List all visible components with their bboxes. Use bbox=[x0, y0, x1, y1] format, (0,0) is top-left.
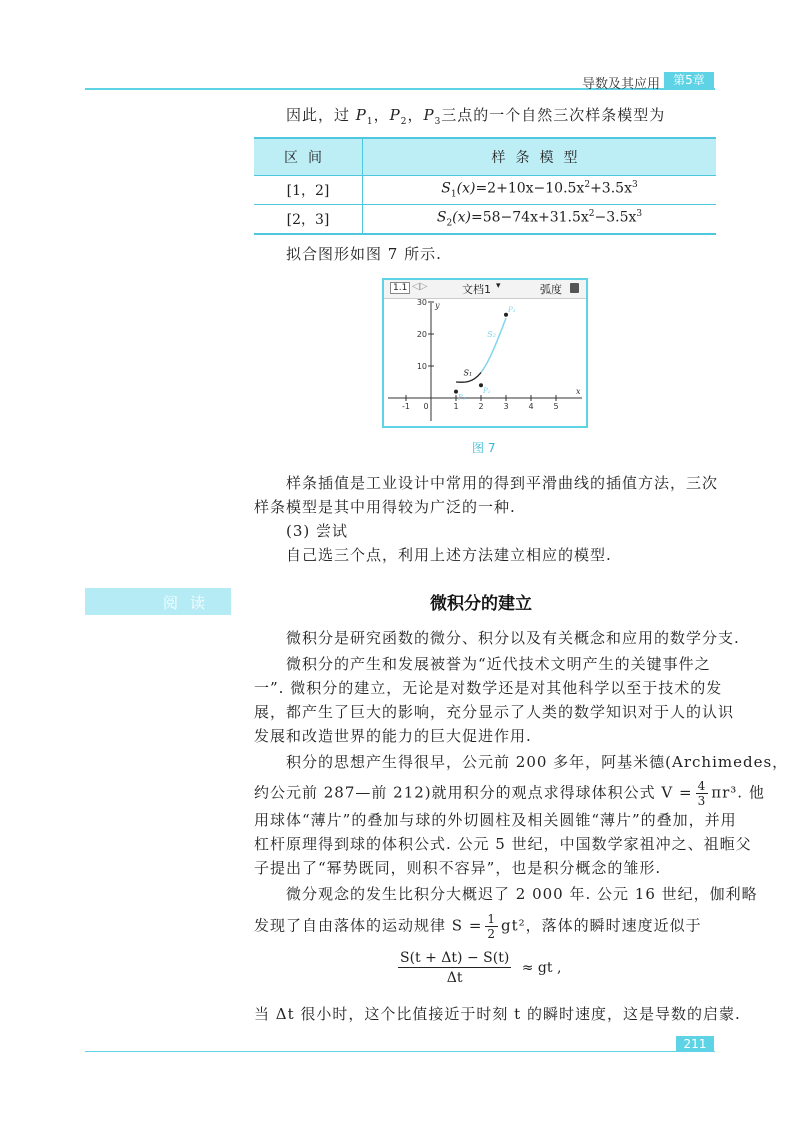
x-tick-label: 5 bbox=[553, 402, 559, 411]
body-para-3-line: 积分的思想产生得很早，公元前 200 多年，阿基米德(Archimedes， bbox=[286, 753, 789, 771]
body-para-5: 当 Δt 很小时，这个比值接近于时刻 t 的瞬时速度，这是导数的启蒙. bbox=[254, 1005, 741, 1023]
x-tick-label: 4 bbox=[528, 402, 534, 411]
battery-icon bbox=[570, 283, 579, 293]
intro-sep1: ， bbox=[373, 106, 390, 124]
tab-arrows-icon: ◁▷ bbox=[412, 281, 428, 292]
fit-sentence: 拟合图形如图 7 所示. bbox=[286, 245, 442, 263]
body-para-2-line: 一”. 微积分的建立，无论是对数学还是对其他科学以至于技术的发 bbox=[254, 679, 723, 697]
formula-denominator: Δt bbox=[446, 970, 463, 986]
point-p3-sub: 3 bbox=[434, 117, 442, 127]
header-subtitle: 导数及其应用 bbox=[582, 77, 661, 92]
x-tick-label: 3 bbox=[503, 402, 509, 411]
body-para-3-line: 子提出了“幂势既同，则积不容异”，也是积分概念的雏形. bbox=[254, 859, 662, 877]
body-para-3-line: 用球体“薄片”的叠加与球的外切圆柱及相关圆锥“薄片”的叠加，并用 bbox=[254, 811, 737, 829]
document-name: 文档1 bbox=[462, 283, 491, 296]
body-para-1: 微积分是研究函数的微分、积分以及有关概念和应用的数学分支. bbox=[286, 629, 740, 647]
intro-sep2: ， bbox=[407, 106, 424, 124]
body-para-3-text: πr³. 他 bbox=[711, 783, 765, 802]
interval-cell: [1，2] bbox=[254, 176, 363, 205]
x-tick-label: 1 bbox=[453, 402, 459, 411]
col-header-interval: 区间 bbox=[254, 138, 363, 176]
y-tick-label: 10 bbox=[416, 362, 427, 371]
try-text: 自己选三个点，利用上述方法建立相应的模型. bbox=[286, 546, 612, 564]
point-p1: P bbox=[355, 106, 367, 124]
model-var: (x) bbox=[452, 209, 471, 226]
model-name: S bbox=[436, 209, 447, 226]
model-exp1: 2 bbox=[584, 180, 591, 191]
section-title: 微积分的建立 bbox=[430, 594, 532, 614]
spline-para-line2: 样条模型是其中用得较为广泛的一种. bbox=[254, 498, 516, 516]
model-expr: =58−74x+31.5x bbox=[471, 209, 589, 226]
x-tick-label: 2 bbox=[478, 402, 484, 411]
page-number: 211 bbox=[676, 1036, 714, 1052]
tab-label: 1.1 bbox=[390, 282, 410, 294]
point-p3: P bbox=[423, 106, 435, 124]
body-para-2-line: 展，都产生了巨大的影响，充分显示了人类的数学知识对于人的认识 bbox=[254, 703, 735, 721]
intro-sentence bbox=[286, 104, 665, 133]
calculator-titlebar bbox=[384, 280, 586, 299]
formula-fraction bbox=[398, 950, 511, 986]
formula-numerator: S(t + Δt) − S(t) bbox=[400, 950, 510, 966]
tick-labels bbox=[402, 299, 559, 411]
formula-rhs: ≈ gt , bbox=[521, 960, 562, 976]
fraction-denominator: 2 bbox=[487, 927, 497, 941]
chapter-badge: 第5章 bbox=[664, 72, 714, 89]
interval-cell: [2，3] bbox=[254, 205, 363, 235]
model-tail: −3.5x bbox=[594, 209, 637, 226]
reading-label: 阅读 bbox=[163, 594, 218, 612]
point-label: P₁ bbox=[458, 393, 466, 402]
angle-mode: 弧度 bbox=[540, 283, 562, 296]
body-para-2-line: 微积分的产生和发展被誉为“近代技术文明产生的关键事件之 bbox=[286, 655, 711, 673]
model-expr: =2+10x−10.5x bbox=[475, 180, 585, 197]
point-p1-sub: 1 bbox=[366, 117, 374, 127]
model-sub: 1 bbox=[450, 189, 457, 200]
body-para-4-line bbox=[254, 912, 702, 941]
body-para-3-line: 杠杆原理得到球的体积公式. 公元 5 世纪，中国数学家祖冲之、祖暅父 bbox=[254, 835, 752, 853]
graph-area bbox=[384, 299, 586, 426]
fraction-denominator: 3 bbox=[697, 794, 707, 808]
body-para-4-text: 发现了自由落体的运动规律 S = bbox=[254, 916, 483, 935]
model-cell bbox=[363, 205, 717, 235]
dropdown-icon: ▾ bbox=[496, 281, 501, 291]
model-var: (x) bbox=[456, 180, 476, 197]
body-para-4-line: 微分观念的发生比积分大概迟了 2 000 年. 公元 16 世纪，伽利略 bbox=[286, 885, 758, 903]
figure-caption: 图 7 bbox=[472, 441, 496, 455]
intro-before: 因此，过 bbox=[286, 106, 356, 124]
curve-label-s1: S₁ bbox=[463, 368, 473, 378]
model-exp2: 3 bbox=[636, 209, 643, 220]
y-tick-label: 30 bbox=[416, 299, 427, 307]
difference-quotient-formula bbox=[398, 950, 561, 986]
x-axis-label: x bbox=[576, 387, 581, 396]
x-tick-label: 0 bbox=[423, 402, 429, 411]
y-tick-label: 20 bbox=[416, 330, 427, 339]
calculator-screenshot bbox=[382, 278, 588, 428]
table-row bbox=[254, 176, 716, 205]
spline-para-line1: 样条插值是工业设计中常用的得到平滑曲线的插值方法，三次 bbox=[286, 474, 719, 492]
model-tail: +3.5x bbox=[590, 180, 632, 197]
point-p2: P bbox=[389, 106, 401, 124]
body-para-3-line bbox=[254, 779, 765, 808]
table-header-row bbox=[254, 138, 716, 176]
footer-rule bbox=[85, 1051, 715, 1052]
model-name: S bbox=[441, 180, 451, 197]
intro-after: 三点的一个自然三次样条模型为 bbox=[441, 106, 666, 124]
table-row bbox=[254, 205, 716, 235]
point-p2-sub: 2 bbox=[400, 117, 408, 127]
spline-s2 bbox=[481, 318, 506, 372]
model-exp2: 3 bbox=[631, 180, 638, 191]
body-para-2-line: 发展和改造世界的能力的巨大促进作用. bbox=[254, 727, 532, 745]
x-tick-label: -1 bbox=[402, 402, 410, 411]
body-para-4-text: gt²，落体的瞬时速度近似于 bbox=[501, 916, 702, 935]
model-exp1: 2 bbox=[588, 209, 595, 220]
spline-curves bbox=[456, 318, 506, 382]
fraction-numerator: 4 bbox=[697, 779, 707, 793]
spline-table bbox=[254, 137, 716, 235]
fraction-numerator: 1 bbox=[487, 912, 497, 926]
fraction-one-half bbox=[485, 912, 498, 941]
data-points bbox=[454, 306, 516, 402]
point-label: P₃ bbox=[508, 305, 516, 314]
model-sub: 2 bbox=[446, 218, 453, 229]
try-heading: (3) 尝试 bbox=[286, 522, 349, 540]
curve-label-s2: S₂ bbox=[487, 330, 496, 340]
y-axis-label: y bbox=[435, 301, 440, 310]
body-para-3-text: 约公元前 287—前 212)就用积分的观点求得球体积公式 V = bbox=[254, 783, 693, 802]
point-label: P₂ bbox=[483, 387, 491, 396]
col-header-model: 样条模型 bbox=[363, 138, 717, 176]
model-cell bbox=[363, 176, 717, 205]
fraction-four-thirds bbox=[696, 779, 709, 808]
